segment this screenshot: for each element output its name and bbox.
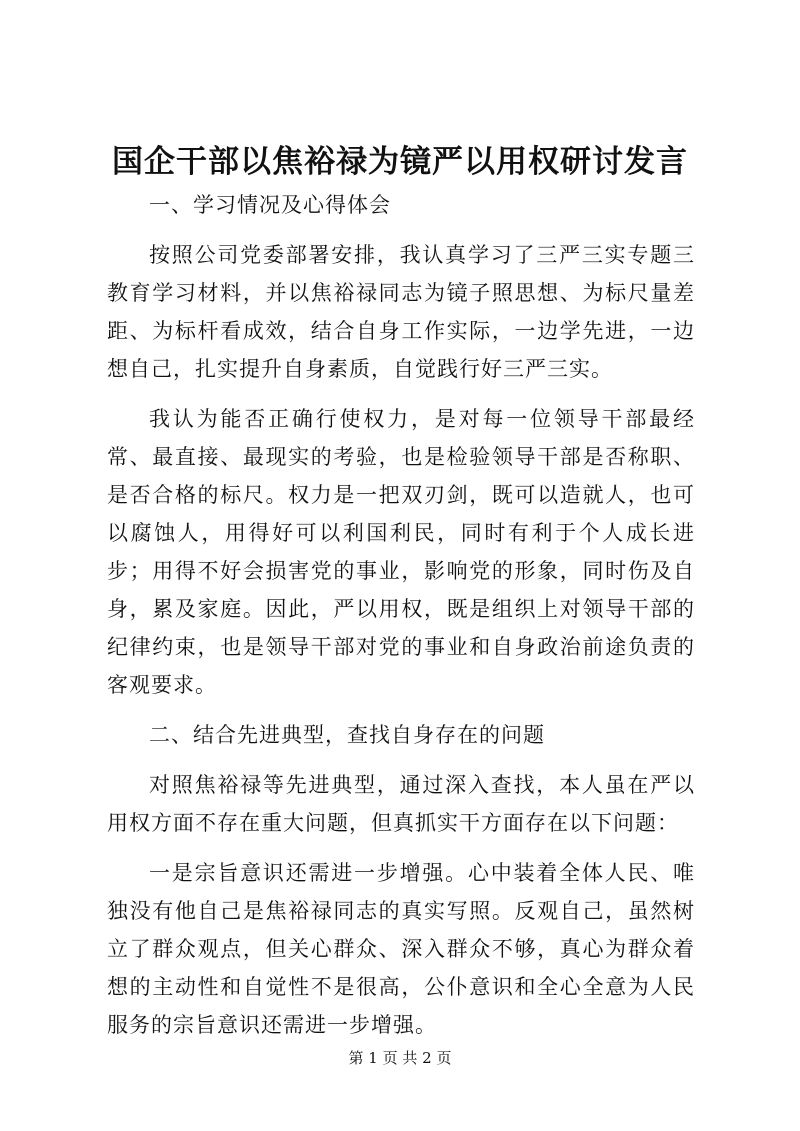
document-title: 国企干部以焦裕禄为镜严以用权研讨发言 (112, 144, 688, 180)
section-heading-1: 一、学习情况及心得体会 (149, 193, 391, 217)
paragraph: 按照公司党委部署安排，我认真学习了三严三实专题三教育学习材料，并以焦裕禄同志为镜子照思想、为标尺量差距、为标杆看成效，结合自身工作实际，一边学先进，一边想自己，扎实提升自身素质，自觉践行好三严三实。 (107, 243, 695, 381)
paragraph: 对照焦裕禄等先进典型，通过深入查找，本人虽在严以用权方面不存在重大问题，但真抓实干方面存在以下问题： (107, 773, 695, 835)
section-heading-2: 二、结合先进典型，查找自身存在的问题 (149, 723, 545, 747)
document-body (107, 186, 695, 1044)
page-number: 第 1 页 共 2 页 (348, 1049, 452, 1067)
paragraph: 一是宗旨意识还需进一步增强。心中装着全体人民、唯独没有他自己是焦裕禄同志的真实写照。反观自己，虽然树立了群众观点，但关心群众、深入群众不够，真心为群众着想的主动性和自觉性不是很高，公仆意识和全心全意为人民服务的宗旨意识还需进一步增强。 (107, 861, 695, 1037)
paragraph: 我认为能否正确行使权力，是对每一位领导干部最经常、最直接、最现实的考验，也是检验领导干部是否称职、是否合格的标尺。权力是一把双刃剑，既可以造就人，也可以腐蚀人，用得好可以利国利民，同时有利于个人成长进步；用得不好会损害党的事业，影响党的形象，同时伤及自身，累及家庭。因此，严以用权，既是组织上对领导干部的纪律约束，也是领导干部对党的事业和自身政治前途负责的客观要求。 (107, 407, 695, 697)
